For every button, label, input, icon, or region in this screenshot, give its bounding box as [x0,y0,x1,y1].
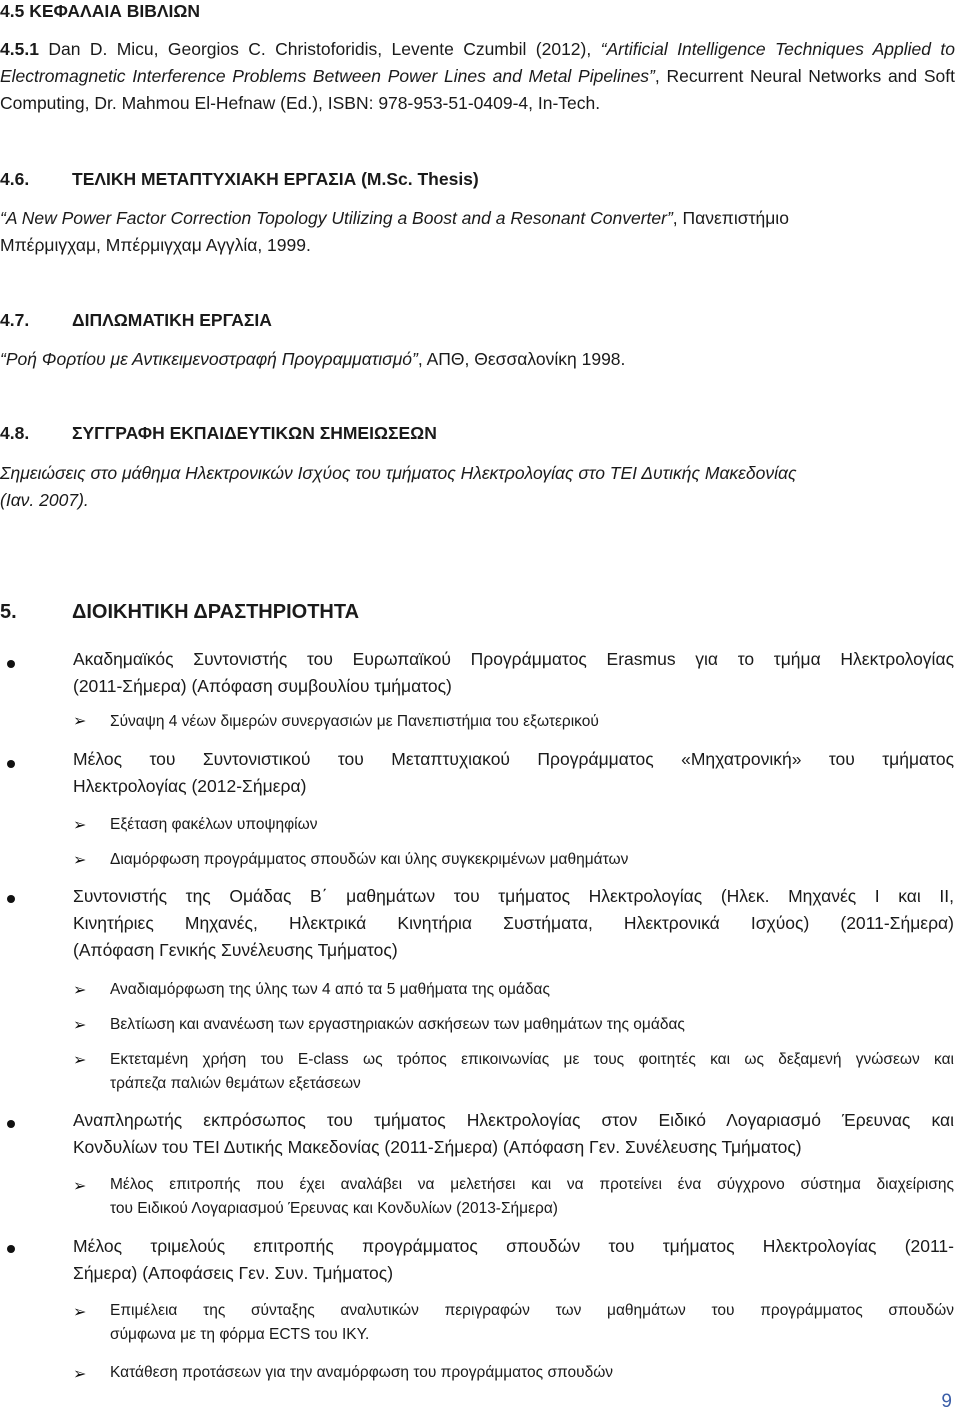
section-4-6-heading [0,166,479,193]
page-number: 9 [941,1391,952,1412]
section-title: ΔΙΠΛΩΜΑΤΙΚΗ ΕΡΓΑΣΙΑ [72,310,272,330]
arrow-bullet-icon: ➢ [73,1366,87,1383]
reference-4-5-1 [0,36,955,117]
admin-subitem [110,1361,954,1385]
reference-number: 4.5.1 [0,39,39,59]
section-5-heading [0,599,359,626]
admin-subitem [110,848,954,872]
section-number: 5. [0,601,17,623]
section-4-7-body [0,346,625,373]
diploma-thesis-title: “Ροή Φορτίου με Αντικειμενοστραφή Προγραμματισμό” [0,349,418,369]
arrow-bullet-icon: ➢ [73,817,87,834]
arrow-bullet-icon: ➢ [73,1052,87,1069]
thesis-institution: , Πανεπιστήμιο [672,208,789,228]
admin-item-2 [73,746,954,800]
bullet-icon [7,660,15,668]
admin-subitem [110,1173,954,1221]
bullet-icon [7,760,15,768]
admin-subitem [110,710,954,734]
notes-line-2: (Ιαν. 2007). [0,490,89,510]
admin-subitem [110,1299,954,1347]
section-number: 4.6. [0,169,30,189]
arrow-bullet-icon: ➢ [73,1178,87,1195]
notes-line-1: Σημειώσεις στο μάθημα Ηλεκτρονικών Ισχύος του τμήματος Ηλεκτρολογίας στο ΤΕΙ Δυτικής Μακεδονίας [0,463,797,483]
bullet-icon [7,1120,15,1128]
section-4-7-heading [0,307,272,334]
section-title: ΤΕΛΙΚΗ ΜΕΤΑΠΤΥΧΙΑΚΗ ΕΡΓΑΣΙΑ (M.Sc. Thesis) [72,169,479,189]
bullet-icon [7,1245,15,1253]
thesis-title: “A New Power Factor Correction Topology Utilizing a Boost and a Resonant Converter” [0,208,673,228]
reference-authors: Dan D. Micu, Georgios C. Christoforidis, Levente Czumbil (2012), [48,39,592,59]
arrow-bullet-icon: ➢ [73,852,87,869]
section-title: ΔΙΟΙΚΗΤΙΚΗ ΔΡΑΣΤΗΡΙΟΤΗΤΑ [72,601,360,623]
subitem-line: Αναδιαμόρφωση της ύλης των 4 από τα 5 μαθήματα της ομάδας [110,981,550,998]
item-line: Κονδυλίων του ΤΕΙ Δυτικής Μακεδονίας (2011-Σήμερα) (Απόφαση Γεν. Συνέλευσης Τμήματος) [73,1137,802,1157]
admin-item-1 [73,646,954,700]
section-number: 4.8. [0,423,30,443]
section-4-8-heading [0,420,437,447]
admin-subitem [110,1048,954,1096]
subitem-line: Επιμέλεια της σύνταξης αναλυτικών περιγραφών των μαθημάτων του προγράμματος σπουδών [110,1302,954,1319]
reference-continuation: Neural Networks and Soft Computing, Dr. Mahmou El-Hefnaw (Ed.), ISBN: 978-953-51-0409-4, In-Tech. [0,66,955,113]
subitem-line: του Ειδικού Λογαριασμού Έρευνας και Κονδυλίων (2013-Σήμερα) [110,1200,558,1217]
item-line: (2011-Σήμερα) (Απόφαση συμβουλίου τμήματος) [73,676,452,696]
arrow-bullet-icon: ➢ [73,713,87,730]
item-line: Σήμερα) (Αποφάσεις Γεν. Συν. Τμήματος) [73,1263,394,1283]
reference-rest: , Recurrent [654,66,744,86]
item-line: Κινητήριες Μηχανές, Ηλεκτρικά Κινητήρια Συστήματα, Ηλεκτρονικά Ισχύος) (2011-Σήμερα) [73,913,954,933]
subitem-line: σύμφωνα με τη φόρμα ECTS του ΙΚΥ. [110,1326,370,1343]
subitem-line: Σύναψη 4 νέων διμερών συνεργασιών με Πανεπιστήμια του εξωτερικού [110,713,599,730]
subitem-line: Βελτίωση και ανανέωση των εργαστηριακών ασκήσεων των μαθημάτων της ομάδας [110,1016,685,1033]
subitem-line: Κατάθεση προτάσεων για την αναμόρφωση του προγράμματος σπουδών [110,1364,614,1381]
admin-item-3 [73,883,954,964]
reference-title: “Artificial Intelligence Techniques Applied to Electromagnetic Interference Problems Between Power Lines and Metal Pipelines” [0,39,955,86]
item-line: (Απόφαση Γενικής Συνέλευσης Τμήματος) [73,940,398,960]
section-number: 4.7. [0,310,30,330]
item-line: Ακαδημαϊκός Συντονιστής του Ευρωπαϊκού Προγράμματος Erasmus για το τμήμα Ηλεκτρολογίας [73,649,954,669]
admin-item-4 [73,1107,954,1161]
subitem-line: Εκτεταμένη χρήση του E-class ως τρόπος επικοινωνίας με τους φοιτητές και ως δεξαμενή γνώσεων και [110,1051,954,1068]
diploma-thesis-details: , ΑΠΘ, Θεσσαλονίκη 1998. [417,349,626,369]
item-line: Συντονιστής της Ομάδας Β΄ μαθημάτων του τμήματος Ηλεκτρολογίας (Ηλεκ. Μηχανές Ι και ΙΙ, [73,886,954,906]
section-4-5-title: 4.5 ΚΕΦΑΛΑΙΑ ΒΙΒΛΙΩΝ [0,1,201,21]
item-line: Ηλεκτρολογίας (2012-Σήμερα) [73,776,307,796]
item-line: Μέλος τριμελούς επιτροπής προγράμματος σπουδών του τμήματος Ηλεκτρολογίας (2011- [73,1236,954,1256]
section-4-6-body [0,205,955,259]
section-title: ΣΥΓΓΡΑΦΗ ΕΚΠΑΙΔΕΥΤΙΚΩΝ ΣΗΜΕΙΩΣΕΩΝ [72,423,437,443]
admin-item-5 [73,1233,954,1287]
bullet-icon [7,895,15,903]
thesis-details: Μπέρμιγχαμ, Μπέρμιγχαμ Αγγλία, 1999. [0,235,311,255]
item-line: Μέλος του Συντονιστικού του Μεταπτυχιακού Προγράμματος «Μηχατρονική» του τμήματος [73,749,954,769]
arrow-bullet-icon: ➢ [73,982,87,999]
admin-subitem [110,1013,954,1037]
arrow-bullet-icon: ➢ [73,1017,87,1034]
subitem-line: Μέλος επιτροπής που έχει αναλάβει να μελετήσει και να προτείνει ένα σύγχρονο σύστημα διαχείρισης [110,1176,954,1193]
item-line: Αναπληρωτής εκπρόσωπος του τμήματος Ηλεκτρολογίας στον Ειδικό Λογαριασμό Έρευνας και [73,1110,954,1130]
subitem-line: τράπεζα παλιών θεμάτων εξετάσεων [110,1075,361,1092]
section-4-8-body [0,460,955,514]
subitem-line: Εξέταση φακέλων υποψηφίων [110,816,318,833]
subitem-line: Διαμόρφωση προγράμματος σπουδών και ύλης συγκεκριμένων μαθημάτων [110,851,629,868]
arrow-bullet-icon: ➢ [73,1304,87,1321]
admin-subitem [110,978,954,1002]
admin-subitem [110,813,954,837]
